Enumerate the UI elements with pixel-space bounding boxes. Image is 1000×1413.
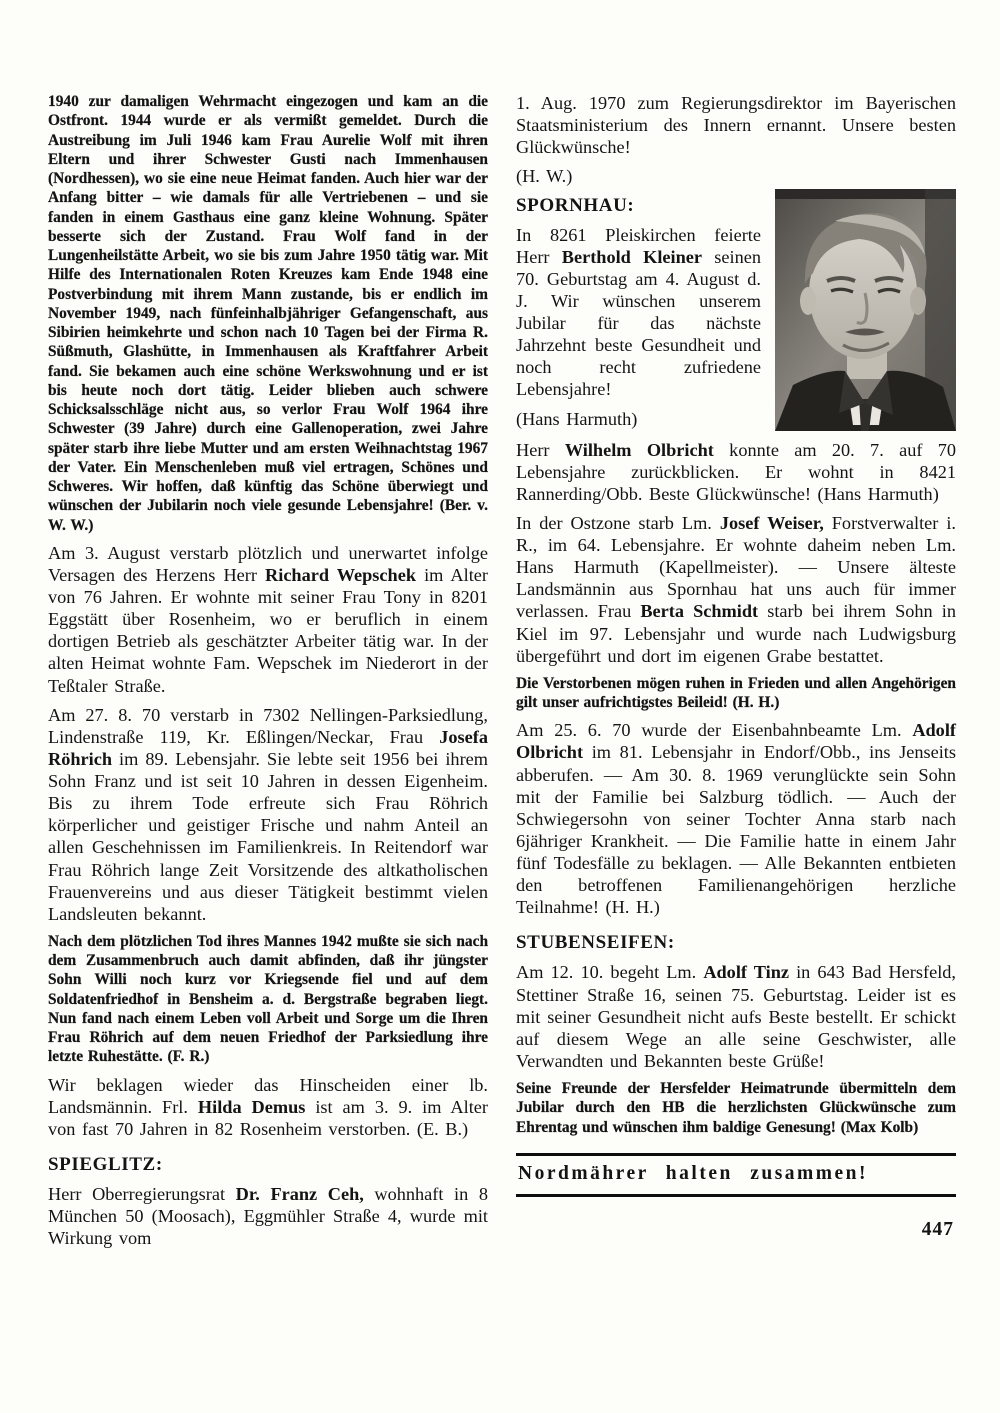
paragraph-obituary-demus: Wir beklagen wieder das Hinscheiden einer lb. Landsmännin. Frl. Hilda Demus ist am 3. 9. im Alter von fast 70 Jahren in 82 Rosenheim verstorben. (E. B.): [48, 1074, 488, 1139]
right-column: [516, 92, 956, 1256]
paragraph-birthday-olbricht-w: Herr Wilhelm Olbricht konnte am 20. 7. auf 70 Lebensjahre zurückblicken. Er wohnt in 8421 Rannerding/Obb. Beste Glückwünsche! (Hans Harmuth): [516, 439, 957, 504]
paragraph-ceh-start: Herr Oberregierungsrat Dr. Franz Ceh, wohnhaft in 8 München 50 (Moosach), Eggmühler Straße 4, wurde mit Wirkung vom: [48, 1184, 489, 1249]
portrait-photo-graphic: [775, 189, 956, 431]
signature-hw: (H. W.): [516, 166, 573, 187]
paragraph-birthday-tinz: Am 12. 10. begeht Lm. Adolf Tinz in 643 Bad Hersfeld, Stettiner Straße 16, seinen 75. Geburtstag. Leider ist es mit seiner Gesundheit nicht aufs Beste bestellt. Er schickt auf diesem Wege an alle seine Geschwister, alle Verwandten und Bekannten beste Grüße!: [516, 962, 956, 1071]
section-spornhau: [516, 195, 956, 439]
left-column: [48, 92, 488, 1256]
paragraph-birthday-kleiner: In 8261 Pleiskirchen feierte Herr Berthold Kleiner seinen 70. Geburtstag am 4. August d. J. Wir wünschen unserem Jubilar für das nächste Jahrzehnt beste Gesundheit und noch recht zufriedene Lebensjahre!: [516, 224, 761, 400]
banner-nordmaehrer: Nordmährer halten zusammen!: [516, 1153, 956, 1197]
section-heading-spieglitz: SPIEGLITZ:: [48, 1154, 163, 1175]
paragraph-roehrich-detail: Nach dem plötzlichen Tod ihres Mannes 1942 mußte sie sich nach dem Zusammenbruch auch damit abfinden, daß ihr jüngster Sohn Willi noch kurz vor Kriegsende fiel und auf dem Soldatenfriedhof in Bensheim a. d. Bergstraße begraben liegt. Nun fand nach einem Leben voll Arbeit und Sorge um die Ihren Frau Röhrich auf dem neuen Friedhof der Parksiedlung ihre letzte Ruhestätte. (F. R.): [48, 932, 488, 1066]
portrait-photo: [775, 189, 956, 431]
paragraph-condolence-note: Die Verstorbenen mögen ruhen in Frieden und allen Angehörigen gilt unser aufrichtigstes Beileid! (H. H.): [516, 674, 956, 711]
paragraph-wolf-report: 1940 zur damaligen Wehrmacht eingezogen und kam an die Ostfront. 1944 wurde er als vermißt gemeldet. Durch die Austreibung im Juli 1946 kam Frau Aurelie Wolf mit ihren Eltern und ihrer Schwester Gusti nach Immenhausen (Nordhessen), wo sie eine neue Heimat fanden. Auch hier war der Anfang bitter – wie damals für alle Vertriebenen – und sie fanden in einem Gasthaus eine ganz kleine Wohnung. Später besserte sich der Zustand. Frau Wolf fand in der Lungenheilstätte Arbeit, wo sie bis zum Jahre 1950 tätig war. Mit Hilfe des Internationalen Roten Kreuzes kam Ende 1948 eine Postverbindung mit ihrem Mann zustande, bis er endlich im November 1949, nach fünfeinhalbjähriger Gefangenschaft, aus Sibirien heimkehrte und schon nach 10 Tagen bei der Firma R. Süßmuth, Glashütte, in Immenhausen als Kraftfahrer Arbeit fand. Sie bekamen auch eine schöne Werkswohnung und er ist bis heute noch dort tätig. Leider blieben auch schwere Schicksalsschläge nicht aus, so verlor Frau Wolf 1964 ihre Schwester (39 Jahre) durch eine Gallenoperation, zwei Jahre später starb ihre liebe Mutter und am ersten Weihnachtstag 1967 der Vater. Ein Menschenleben muß viel ertragen, Schönes und Schweres. Wir hoffen, daß künftig das Schöne überwiegt und wünschen der Jubilarin noch viele gesunde Lebensjahre! (Ber. v. W. W.): [48, 93, 488, 534]
two-column-layout: [48, 92, 956, 1256]
paragraph-kolb-note: Seine Freunde der Hersfelder Heimatrunde übermitteln dem Jubilar durch den HB die herzlichsten Glückwünsche zum Ehrentag und wünschen ihm baldige Genesung! (Max Kolb): [516, 1080, 956, 1136]
paragraph-obituary-roehrich: Am 27. 8. 70 verstarb in 7302 Nellingen-Parksiedlung, Lindenstraße 119, Kr. Eßlingen/Neckar, Frau Josefa Röhrich im 89. Lebensjahr. Sie lebte seit 1956 bei ihrem Sohn Franz und ist seit 10 Jahren in dessen Eigenheim. Bis zu ihrem Tode erfreute sich Frau Röhrich körperlicher und geistiger Frische und nahm Anteil an allen Geschehnissen im Familienkreis. In Reitendorf war Frau Röhrich lange Zeit Vorsitzende des altkatholischen Frauenvereins und aus dieser Tätigkeit bestimmt vielen Landsleuten bekannt.: [48, 704, 488, 924]
paragraph-obituary-weiser-schmidt: In der Ostzone starb Lm. Josef Weiser, Forstverwalter i. R., im 64. Lebensjahre. Er wohnte daheim neben Lm. Hans Harmuth (Kapellmeister). — Unsere älteste Landsmännin aus Spornhau hat uns auch für immer verlassen. Frau Berta Schmidt starb bei ihrem Sohn in Kiel im 97. Lebensjahr und wurde nach Ludwigsburg übergeführt und dort im eigenen Grabe bestattet.: [516, 512, 956, 666]
page-number: 447: [921, 1218, 954, 1240]
section-heading-stubenseifen: STUBENSEIFEN:: [516, 932, 675, 954]
paragraph-obituary-wepschek: Am 3. August verstarb plötzlich und unerwartet infolge Versagen des Herzens Herr Richard Wepschek im Alter von 76 Jahren. Er wohnte mit seiner Frau Tony in 8201 Eggstätt über Rosenheim, wo er beruflich in einem dortigen Betrieb als geschätzter Arbeiter tätig war. In der alten Heimat wohnte Fam. Wepschek im Niederort in der Teßtaler Straße.: [48, 542, 488, 696]
signature-hans-harmuth: (Hans Harmuth): [516, 408, 638, 429]
paragraph-obituary-olbricht-a: Am 25. 6. 70 wurde der Eisenbahnbeamte Lm. Adolf Olbricht im 81. Lebensjahr in Endorf/Obb., ins Jenseits abberufen. — Am 30. 8. 1969 verunglückte sein Sohn mit der Familie bei Salzburg tödlich. — Auch der Schwiegersohn von seiner Tochter Anna starb nach 6jähriger Krankheit. — Die Familie hatte in einem Jahr fünf Todesfälle zu beklagen. — Alle Bekannten entbieten den betroffenen Familienangehörigen herzliche Teilnahme! (H. H.): [516, 720, 956, 918]
paragraph-ceh-continuation: 1. Aug. 1970 zum Regierungsdirektor im Bayerischen Staatsministerium des Innern ernannt. Unsere besten Glückwünsche!: [516, 93, 956, 158]
section-heading-spornhau: SPORNHAU:: [516, 194, 635, 216]
